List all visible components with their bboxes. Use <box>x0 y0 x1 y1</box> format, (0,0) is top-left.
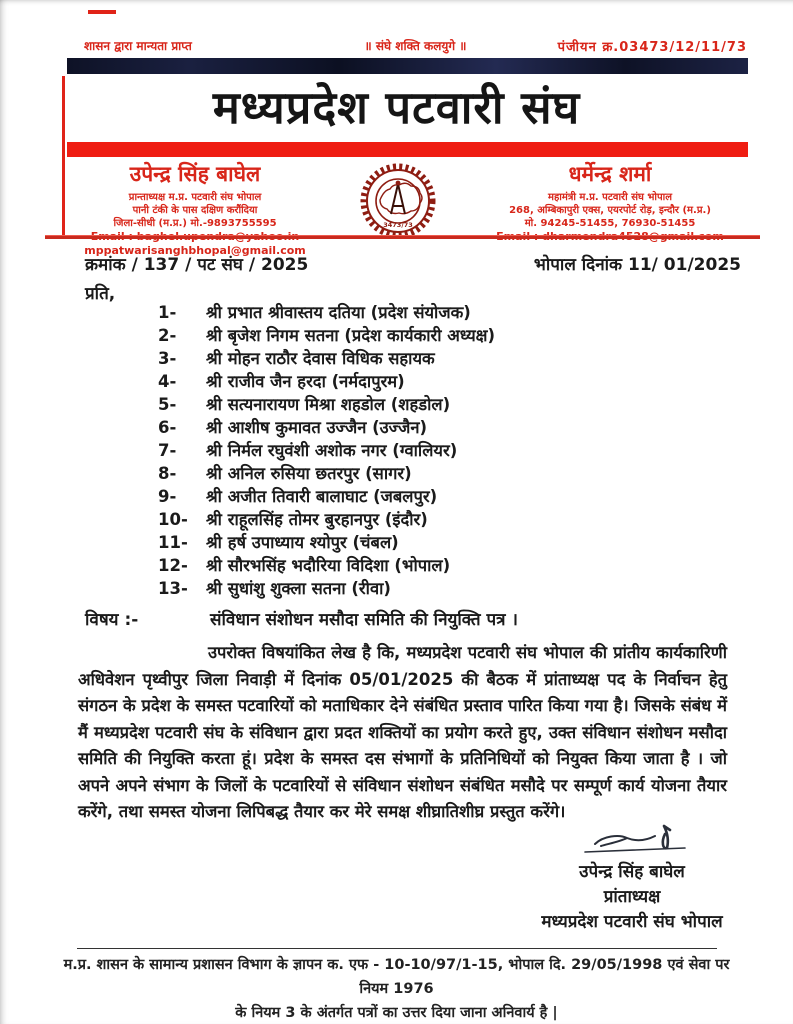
dark-decorative-bar <box>67 58 748 74</box>
list-item <box>158 439 495 462</box>
registration-number: पंजीयन क्र.03473/12/11/73 <box>557 40 747 55</box>
recognition-text: शासन द्वारा मान्यता प्राप्त <box>84 39 192 53</box>
top-border-fragment <box>88 10 116 14</box>
subject-row <box>85 607 518 630</box>
item-number: 11- <box>158 533 188 552</box>
signatory-title: प्रांताध्यक्ष <box>603 887 661 907</box>
item-number: 6- <box>158 418 177 437</box>
svg-text:3473/73: 3473/73 <box>383 221 413 229</box>
item-number: 7- <box>158 441 177 460</box>
item-number: 12- <box>158 556 188 575</box>
subject-label: विषय :- <box>85 610 139 630</box>
recipient-name: श्री अनिल रुसिया छतरपुर (सागर) <box>206 464 412 483</box>
recipient-name: श्री सौरभसिंह भदौरिया विदिशा (भोपाल) <box>206 556 451 575</box>
letter-place-date: भोपाल दिनांक 11/ 01/2025 <box>533 255 741 275</box>
recipient-name: श्री सुधांशु शुक्ला सतना (रीवा) <box>206 579 391 598</box>
item-number: 5- <box>158 395 177 414</box>
footer-line-1: म.प्र. शासन के सामान्य प्रशासन विभाग के ज्ञापन क. एफ - 10-10/97/1-15, भोपाल दि. 29/05/1998 एवं सेवा पर नियम 1976 <box>63 957 730 997</box>
list-item <box>158 508 495 531</box>
item-number: 13- <box>158 579 188 598</box>
signatory-name: उपेन्द्र सिंह बाघेल <box>579 862 685 882</box>
list-item <box>158 462 495 485</box>
list-item <box>158 393 495 416</box>
official-right-phone: मो. 94245-51455, 76930-51455 <box>524 218 696 229</box>
official-left-designation: प्रान्ताध्यक्ष म.प्र. पटवारी संघ भोपाल <box>128 192 262 203</box>
recipient-name: श्री अजीत तिवारी बालाघाट (जबलपुर) <box>206 487 438 506</box>
header-meta-row <box>84 37 747 55</box>
item-number: 1- <box>158 303 177 322</box>
list-item <box>158 531 495 554</box>
official-left-address1: पानी टंकी के पास दक्षिण करौंदिया <box>132 205 258 216</box>
footer-divider <box>77 948 717 949</box>
reference-row <box>85 252 741 275</box>
official-left-email2: mppatwarisanghbhopal@gmail.com <box>84 244 306 257</box>
list-item <box>158 416 495 439</box>
recipient-name: श्री हर्ष उपाध्याय श्योपुर (चंबल) <box>206 533 399 552</box>
official-right-designation: महामंत्री म.प्र. पटवारी संघ भोपाल <box>547 192 673 203</box>
recipient-name: श्री मोहन राठौर देवास विधिक सहायक <box>206 349 435 368</box>
signature-block <box>520 822 744 935</box>
signatory-organization: मध्यप्रदेश पटवारी संघ भोपाल <box>541 912 723 932</box>
subject-text: संविधान संशोधन मसौदा समिति की नियुक्ति पत्र । <box>210 610 518 630</box>
letter-reference-number: क्रमांक / 137 / पट संघ / 2025 <box>85 255 309 275</box>
item-number: 2- <box>158 326 177 345</box>
item-number: 8- <box>158 464 177 483</box>
list-item <box>158 301 495 324</box>
recipient-name: श्री आशीष कुमावत उज्जैन (उज्जैन) <box>206 418 428 437</box>
letter-body: उपरोक्त विषयांकित लेख है कि, मध्यप्रदेश पटवारी संघ भोपाल की प्रांतीय कार्यकारिणी अधिवेशन पृथ्वीपुर जिला निवाड़ी में दिनांक 05/01/2025 की बैठक में प्रांताध्यक्ष पद के निर्वाचन हेतु संगठन के प्रदेश के समस्त पटवारियों को मताधिकार देने संबंधित प्रस्ताव पारित किया गया है। जिसके संबंध में मैं मध्यप्रदेश पटवारी संघ के संविधान द्वारा प्रदत शक्तियों का प्रयोग करते हुए, उक्त संविधान संशोधन मसौदा समिति की नियुक्ति करता हूं। प्रदेश के समस्त दस संभागों के प्रतिनिधियों को नियुक्त किया जाता है । जो अपने अपने संभाग के जिलों के पटवारियों से संविधान संशोधन संबंधित मसौदे पर सम्पूर्ण कार्य योजना तैयार करेंगे, तथा समस्त योजना लिपिबद्ध तैयार कर मेरे समक्ष शीघ्रातिशीघ्र प्रस्तुत करेंगे। <box>78 643 727 821</box>
seal-icon <box>350 162 446 240</box>
left-red-border <box>62 76 65 239</box>
organization-seal <box>350 162 446 240</box>
official-right-name: धर्मेन्द्र शर्मा <box>568 162 652 186</box>
list-item <box>158 485 495 508</box>
list-item <box>158 370 495 393</box>
recipient-name: श्री राहूलसिंह तोमर बुरहानपुर (इंदौर) <box>206 510 428 529</box>
footer-note <box>60 948 733 1024</box>
official-right-contact <box>486 160 734 244</box>
official-left-contact <box>76 160 314 258</box>
recipient-name: श्री बृजेश निगम सतना (प्रदेश कार्यकारी अध्यक्ष) <box>206 326 496 345</box>
salutation: प्रति, <box>85 284 116 304</box>
footer-line-2: के नियम 3 के अंतर्गत पत्रों का उत्तर दिया जाना अनिवार्य है | <box>235 1005 558 1021</box>
handwritten-signature <box>567 822 697 858</box>
item-number: 9- <box>158 487 177 506</box>
recipient-name: श्री प्रभात श्रीवास्तय दतिया (प्रदेश संयोजक) <box>206 303 471 322</box>
list-item <box>158 554 495 577</box>
list-item <box>158 324 495 347</box>
recipient-name: श्री निर्मल रघुवंशी अशोक नगर (ग्वालियर) <box>206 441 458 460</box>
header-divider-rule <box>45 235 760 239</box>
official-left-address2: जिला-सीधी (म.प्र.) मो.-9893755595 <box>113 218 277 229</box>
official-left-name: उपेन्द्र सिंह बाघेल <box>129 162 261 186</box>
recipient-name: श्री सत्यनारायण मिश्रा शहडोल (शहडोल) <box>206 395 451 414</box>
motto-text: ॥ संघे शक्ति कलयुगे ॥ <box>364 39 467 53</box>
list-item <box>158 577 495 600</box>
official-right-address1: 268, अम्बिकापुरी एक्स, एयरपोर्ट रोड़, इन्दौर (म.प्र.) <box>509 205 711 216</box>
item-number: 10- <box>158 510 188 529</box>
item-number: 3- <box>158 349 177 368</box>
red-decorative-bar <box>67 142 748 157</box>
organization-title: मध्यप्रदेश पटवारी संघ <box>212 81 581 134</box>
list-item <box>158 347 495 370</box>
item-number: 4- <box>158 372 177 391</box>
recipients-list <box>158 301 495 600</box>
recipient-name: श्री राजीव जैन हरदा (नर्मदापुरम) <box>206 372 405 391</box>
